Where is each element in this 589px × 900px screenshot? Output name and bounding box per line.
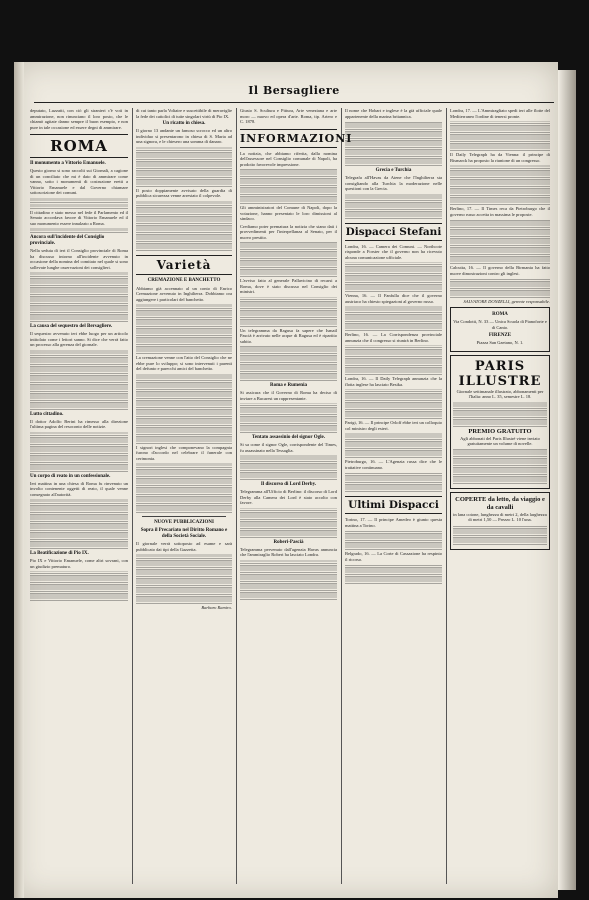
article-text: Berlino, 17. — Il Times reca da Pietroburgo che il governo russo accetta in massima le proposte. — [450, 206, 550, 217]
article-text: Berlino, 16. — La Corrispondenza provinciale annunzia che il congresso si riunirà in Berlino. — [345, 332, 442, 343]
article-heading: Il discorso di Lord Derby. — [260, 482, 317, 487]
article-text: Abbiamo già accennato al un conto di Enrico Cremazione avvenuto in Inghilterra. Dobbiamo ora aggiungere i particolari del banchetto. — [136, 285, 232, 302]
article-heading: Roberi-Pascià — [273, 539, 304, 545]
text-lines — [450, 219, 550, 264]
section-heading-roma: ROMA — [30, 134, 128, 158]
text-lines — [240, 403, 337, 433]
text-lines — [30, 272, 128, 322]
article-text: Giusto S. Scultura e Pittura, Arte veneziana e arte moro — nuovo ed opera d'arte. Roma, tip. Artero e C. 1878. — [240, 108, 337, 124]
text-lines — [136, 554, 232, 604]
text-lines — [30, 571, 128, 601]
article-text: Pio IX e Vittorio Emanuele, come altri sovrani, con un giudizio prematuro. — [30, 558, 128, 569]
text-lines — [136, 201, 232, 251]
section-heading-varieta: Varietà — [136, 255, 232, 275]
text-lines — [345, 262, 442, 292]
column-5 — [450, 108, 550, 888]
article-text: Il sequestro avvenuto ieri ebbe luogo per un articolo intitolato come i lettori sanno. Si dice che verrà fatto un processo alla gerenza del giornale. — [30, 331, 128, 347]
column-4 — [345, 108, 442, 888]
article-text: Si sa come il signor Ogle, corrispondente del Times, fu assassinato nella Tessaglia. — [240, 442, 337, 453]
article-subheading: NUOVE PUBBLICAZIONI — [154, 520, 214, 525]
newspaper-page — [14, 62, 558, 898]
text-lines — [30, 228, 128, 233]
ad-title: PARIS ILLUSTRE — [458, 358, 542, 389]
text-lines — [30, 499, 128, 549]
column-rule — [236, 108, 237, 884]
article-text: Torino, 17. — Il principe Amedeo è giunto questa mattina a Torino. — [345, 517, 442, 528]
ad-city: ROMA — [492, 312, 508, 317]
article-heading: Sopra il Precariato nel Diritto Romano e della Società Sociale. — [140, 528, 228, 539]
article-text: Telegramma all'Ufficio di Berlino: il discorso di Lord Derby alla Camera dei Lord è stato accolto con favore. — [240, 489, 337, 505]
article-heading: Lutto cittadino. — [30, 411, 64, 417]
article-heading: Grecia e Turchia — [375, 168, 412, 173]
signature: Barbaro Ramiro. — [201, 605, 232, 610]
text-lines — [345, 389, 442, 419]
text-lines — [345, 345, 442, 375]
article-text: Telegramma pervenuto dall'agenzia Havas annuncia che l'ammiraglio Roberi ha lasciato Londra. — [240, 546, 337, 557]
ad-text: Via Condotti, N. 33 — Unica Scuola di Pianoforte e di Canto. — [453, 319, 547, 330]
article-text: Il giornale verrà sottoposto ad esame e sarà pubblicato dai tipi della Gazzetta. — [136, 541, 232, 552]
text-lines — [345, 306, 442, 331]
article-text: I signori inglesi che componevano la compagnia furono d'accordo nel celebrare il funerale con cerimonia. — [136, 444, 232, 461]
text-lines — [345, 530, 442, 550]
text-lines — [450, 278, 550, 298]
column-rule — [446, 108, 447, 884]
article-text: Vienna, 16. — Il Fanfulla dice che il governo austriaco ha chiesto spiegazioni al governo russo. — [345, 293, 442, 304]
section-heading-dispacci-stefani: Dispacci Stefani — [345, 223, 442, 241]
article-text: Si assicura che il Governo di Roma ha deciso di inviare a Bucarest un rappresentante. — [240, 390, 337, 401]
article-heading: Tentato assassinio del signor Ogle. — [252, 435, 325, 440]
text-lines — [30, 350, 128, 410]
column-2 — [136, 108, 232, 888]
text-lines — [136, 463, 232, 513]
article-text: Pietroburgo, 16. — L'Agenzia russa dice che le trattative continuano. — [345, 459, 442, 470]
section-heading-ultimi-dispacci: Ultimi Dispacci — [345, 496, 442, 514]
ad-text: in lana cotone, lunghezza di metri 2, della larghezza di metri 1,50 — Prezzo L. 10 l'una. — [453, 511, 547, 522]
column-rule — [132, 108, 133, 884]
text-lines — [453, 449, 547, 484]
ad-text: Giornale settimanale illustrato, abbonamenti per l'Italia: anno L. 35, semestre L. 18. — [456, 388, 544, 399]
text-lines — [450, 121, 550, 151]
article-heading: Un corpo di reato in un confessionale. — [30, 473, 111, 479]
text-lines — [30, 198, 128, 203]
text-lines — [240, 169, 337, 204]
ad-text: Agli abbonati del Paris Illustré viene inviato gratuitamente un volume di novelle. — [460, 435, 540, 446]
article-subheading: CREMAZIONE E BANCHETTO — [147, 277, 221, 283]
advertisement-music-school — [450, 307, 550, 352]
text-lines — [30, 204, 128, 209]
article-text: Il cittadino e stato messo nel fede il Parlamento ed il Senato accordava favore di Vittorio Emanuele ed il suo monumento essere innalzato a Roma. — [30, 209, 128, 226]
text-lines — [240, 508, 337, 538]
article-text: Londra, 17. — L'Ammiragliato spedi ieri alle flotte del Mediterraneo l'ordine di tenersi pronte. — [450, 108, 550, 119]
article-heading: Il monumento a Vittorio Emanuele. — [30, 161, 106, 166]
text-lines — [30, 432, 128, 472]
ad-city: FIRENZE — [488, 333, 512, 338]
text-lines — [345, 564, 442, 584]
article-text: Il nome che Hobart e inglese è la già ufficiale quale appartenente della marina britannica. — [345, 108, 442, 119]
text-lines — [345, 472, 442, 492]
text-lines — [345, 433, 442, 458]
article-text: Il dottor Adolfo Berini ha rimesso alla direzione l'ultima pagina del resoconto delle notizie. — [30, 418, 128, 429]
article-heading: Ancora sull'incidente del Consiglio provinciale. — [30, 235, 105, 246]
text-lines — [240, 297, 337, 327]
column-rule — [341, 108, 342, 884]
divider — [142, 516, 226, 517]
gerente-signature: SALVATORE DONZELLI, gerente responsabile. — [463, 299, 550, 304]
masthead-title: Il Bersagliere — [248, 84, 340, 97]
text-lines — [240, 346, 337, 381]
text-lines — [453, 525, 547, 545]
advertisement-coperte — [450, 492, 550, 550]
article-text: deputato, Luzzatti, con ciò gli stranieri c'è voti in ammirazione, non rinunciano il loro posto, che le chiamò agitate danno sempre il buon esempio, e non pure in tale occasione ed essere degni di ammirare. — [30, 108, 128, 130]
ad-subtitle: PREMIO GRATUITO — [468, 427, 532, 435]
article-text: Londra, 16. — Camera dei Comuni. — Northcote risponde a Forster che il governo non ha ricevuto alcuna comunicazione ufficiale. — [345, 243, 442, 260]
article-text: Questo giorno si sono raccolti sui Giornali, a cagione di un conciliato che mi è dato di ammirare come vanno, sotto i monumenti di costruzione eretti a Vittorio Emanuele e dal Governo chiamare sottoscrizione dei comuni. — [30, 168, 128, 195]
column-3 — [240, 108, 353, 888]
article-heading: Un ricatto in chiesa. — [162, 121, 206, 126]
article-text: Ieri mattina in una chiesa di Roma fu rinvenuto un involto contenente oggetti di reato, il quale venne consegnato all'autorità. — [30, 480, 128, 497]
article-text: La cremazione venne con l'atto del Consiglio che ne ebbe pure lo sviluppo; si sono intervenuti i parenti del defunto e parecchi amici del banchetto. — [136, 355, 232, 371]
ad-title: COPERTE da letto, da viaggio e da cavalli — [455, 495, 545, 511]
article-heading: La Beatificazione di Pio IX. — [30, 551, 89, 556]
article-text: Nella seduta di ieri il Consiglio provinciale di Roma ha discusso intorno all'incidente avvenuto in occasione della nomina del comitato nel quale si sono sollevate lunghe osservazioni dei consiglieri. — [30, 248, 128, 270]
text-lines — [240, 242, 337, 277]
ad-text: Piazza San Gaetano, N. 1. — [476, 340, 524, 345]
article-text: di cui tanto parla Voltaire e suscettibile di meraviglie la fede dei cattolici di tutte singolari virtù di Pio IX. — [136, 108, 232, 119]
article-text: Il posto doppiamente avvisato della guardia di pubblica sicurezza venne arrestato il colpevole. — [136, 187, 232, 198]
section-heading-informazioni: INFORMAZIONI — [240, 129, 337, 148]
column-1 — [30, 108, 128, 888]
article-text: Belgrado, 16. — La Corte di Cassazione ha respinto il ricorso. — [345, 551, 442, 562]
article-text: Parigi, 16. — Il principe Orloff ebbe ieri un colloquio col ministro degli esteri. — [345, 420, 442, 431]
article-text: Calcutta, 16. — Il governo della Birmania ha fatto nuove dimostrazioni contro gli inglesi. — [450, 265, 550, 276]
text-lines — [345, 194, 442, 219]
text-lines — [136, 304, 232, 354]
text-lines — [240, 455, 337, 480]
article-text: Crediamo poter prematura la notizia che siano dati i provvedimenti per l'interpellanza al Senato, per il nuovo prestito. — [240, 223, 337, 240]
advertisement-paris-illustre — [450, 355, 550, 489]
article-text: Telegrafa all'Havas da Atene che l'Inghilterra sta consigliando alla Turchia la moderazione nelle questioni con la Grecia. — [345, 175, 442, 191]
masthead — [34, 84, 554, 103]
article-text: Londra, 16. — Il Daily Telegraph annunzia che la flotta inglese ha lasciato Besika. — [345, 376, 442, 387]
article-text: Il giorno 13 andante un famoso scrocco ed un altro individuo si presentarono in chiesa di S. Maria ad una signora, e le chiesero una somma di danaro. — [136, 128, 232, 144]
text-lines — [136, 374, 232, 444]
article-text: La notizia, che abbiamo riferita, dalla nomina dell'assessore nel Consiglio comunale di Napoli, ha prodotto favorevole impressione. — [240, 150, 337, 167]
text-lines — [240, 560, 337, 600]
article-text: Gli amministratori del Comune di Napoli, dopo la votazione, hanno presentato le loro dimissioni al sindaco. — [240, 205, 337, 221]
article-heading: Roma e Rumenia — [270, 383, 307, 388]
text-lines — [453, 402, 547, 427]
article-text: Il Daily Telegraph ha da Vienna: il principe di Bismarck ha proposto la riunione di un congresso. — [450, 152, 550, 163]
text-lines — [345, 121, 442, 166]
text-lines — [450, 165, 550, 205]
text-lines — [136, 147, 232, 187]
article-text: Un telegramma da Ragusa fa sapere che Ismail Pascià è arrivato nelle acque di Ragusa ed è ripartito subito. — [240, 327, 337, 344]
article-text: L'avviso fatto al generale Pallavicino di recarsi a Roma, dove è stato discusso nel Consiglio dei ministri. — [240, 278, 337, 294]
article-heading: La causa del sequestro del Bersagliere. — [30, 324, 113, 329]
